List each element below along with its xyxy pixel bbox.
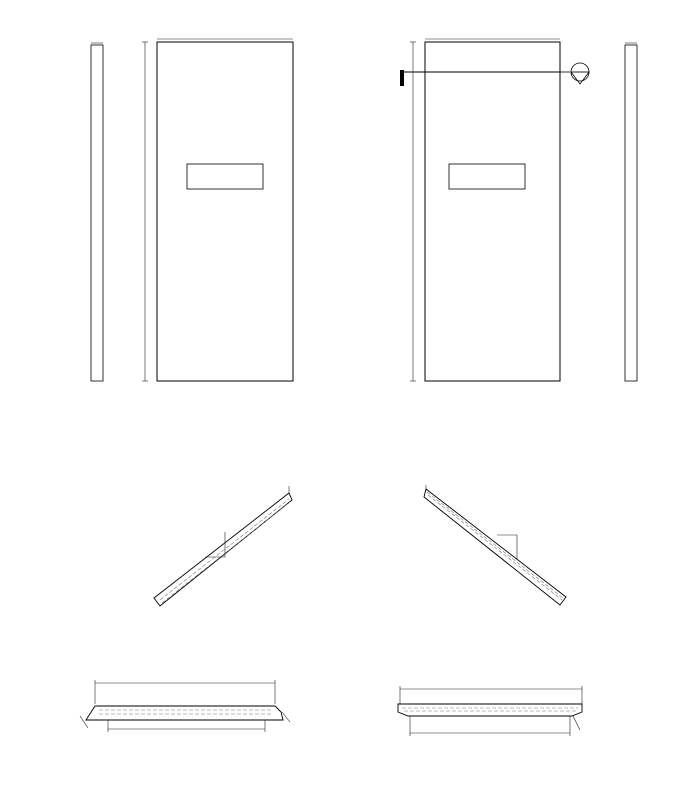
roof-b-section-strip: [91, 43, 103, 381]
roof-b1-foam-section-02: [398, 686, 582, 736]
roof-b-section-01: [154, 486, 292, 606]
roof-b1-section-02: [424, 485, 566, 605]
roof-b1-plan: [400, 39, 589, 381]
roof-b-plan: [142, 39, 293, 381]
section-cut-marker: [400, 70, 404, 86]
roof-b-foam-section-01: [80, 680, 290, 732]
section-callout: [571, 63, 589, 84]
roof-b-prime-section-strip: [625, 43, 637, 381]
